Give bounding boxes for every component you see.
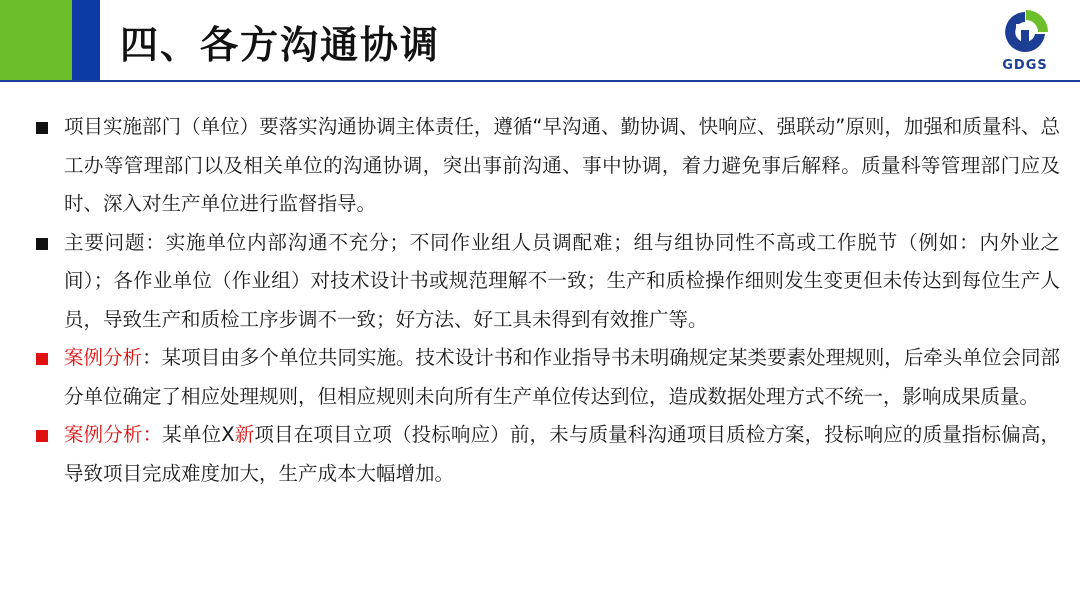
bullet-paragraph-2 (36, 224, 1060, 340)
bullet-paragraph-3 (36, 339, 1060, 416)
square-bullet-icon (36, 122, 48, 134)
red-square-bullet-icon (36, 353, 48, 365)
header-blue-bar (72, 0, 100, 80)
square-bullet-icon (36, 238, 48, 250)
case-analysis-label: 案例分析 (64, 346, 143, 369)
case-analysis-label: 案例分析： (64, 423, 163, 446)
bullet-paragraph-4 (36, 416, 1060, 493)
highlight-char: 新 (234, 423, 255, 446)
slide-body (36, 108, 1060, 493)
header-green-bar (0, 0, 72, 80)
gdgs-logo-icon (990, 6, 1060, 58)
paragraph-text-end: 项目在项目立项（投标响应）前，未与质量科沟通项目质检方案，投标响应的质量指标偏高，导致项目完成难度加大，生产成本大幅增加。 (64, 423, 1060, 485)
red-square-bullet-icon (36, 430, 48, 442)
bullet-paragraph-1 (36, 108, 1060, 224)
logo-text: GDGS (1002, 58, 1048, 73)
header-rule (0, 80, 1080, 82)
slide-header (0, 0, 1080, 80)
paragraph-text: 项目实施部门（单位）要落实沟通协调主体责任，遵循“早沟通、勤协调、快响应、强联动”原则，加强和质量科、总工办等管理部门以及相关单位的沟通协调，突出事前沟通、事中协调，着力避免事后解释。质量科等管理部门应及时、深入对生产单位进行监督指导。 (64, 115, 1060, 215)
paragraph-text-start: 某单位X (162, 423, 235, 446)
paragraph-text: 主要问题：实施单位内部沟通不充分；不同作业组人员调配难；组与组协同性不高或工作脱节（例如：内外业之间）；各作业单位（作业组）对技术设计书或规范理解不一致；生产和质检操作细则发生变更但未传达到每位生产人员，导致生产和质检工序步调不一致；好方法、好工具未得到有效推广等。 (64, 230, 1060, 331)
paragraph-text: ：某项目由多个单位共同实施。技术设计书和作业指导书未明确规定某类要素处理规则，后牵头单位会同部分单位确定了相应处理规则，但相应规则未向所有生产单位传达到位，造成数据处理方式不统一，影响成果质量。 (64, 346, 1060, 408)
slide-title: 四、各方沟通协调 (120, 23, 441, 67)
gdgs-logo (990, 6, 1060, 76)
